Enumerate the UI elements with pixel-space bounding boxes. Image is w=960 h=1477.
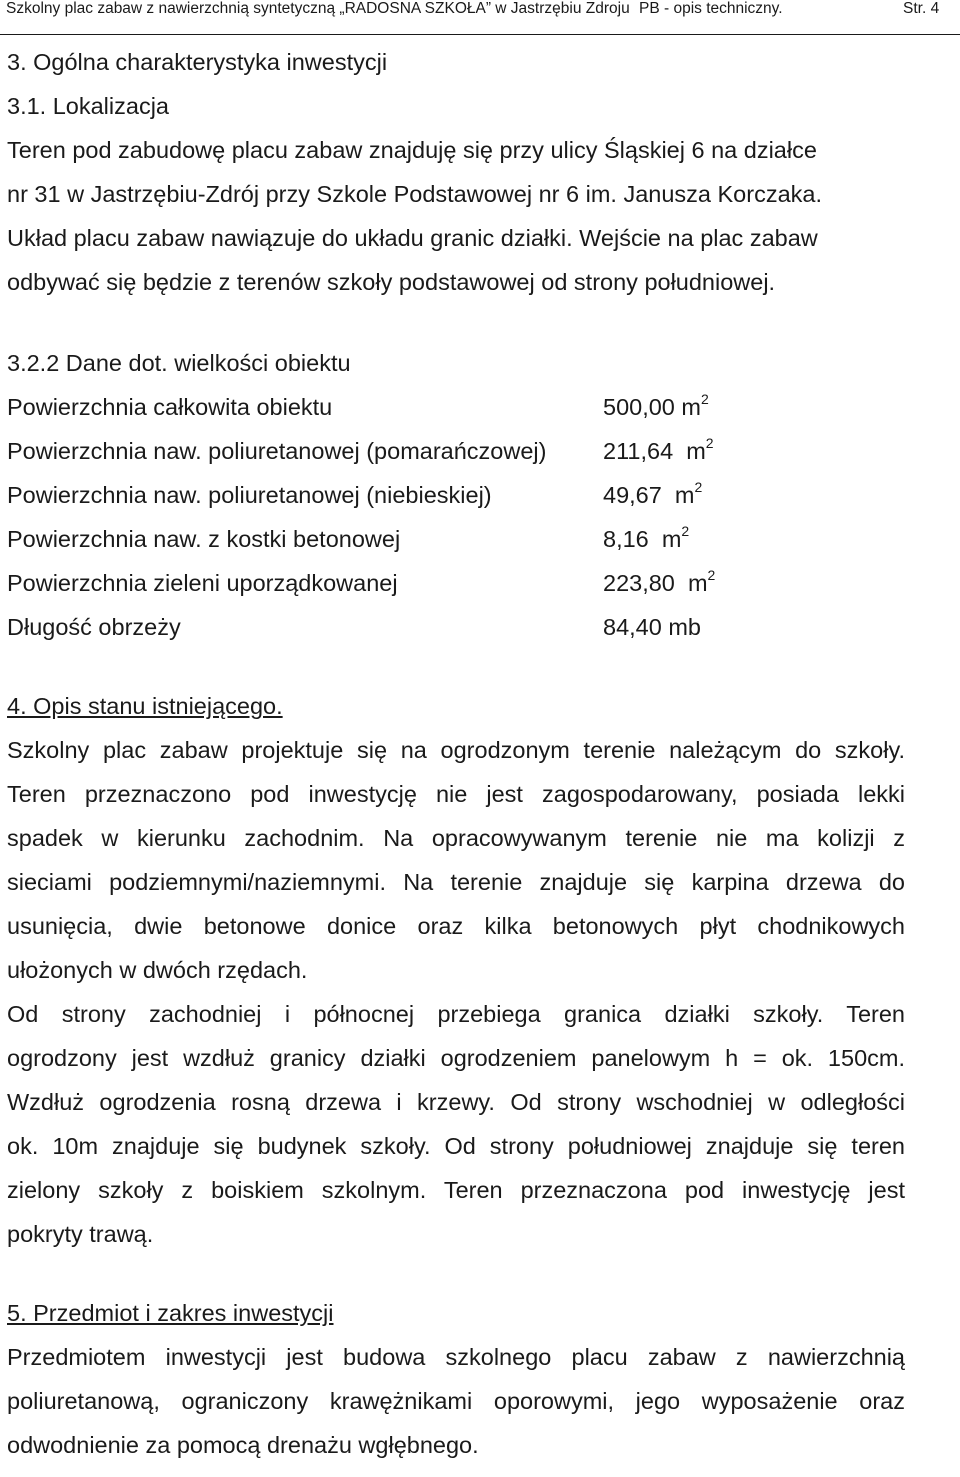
header-divider: [0, 34, 960, 35]
paragraph-line: ok. 10m znajduje się budynek szkoły. Od strony południowej znajduje się teren: [7, 1133, 905, 1159]
row-label: Powierzchnia naw. poliuretanowej (pomarańczowej): [7, 438, 547, 464]
paragraph-line: Przedmiotem inwestycji jest budowa szkolnego placu zabaw z nawierzchnią: [7, 1344, 905, 1370]
row-label: Powierzchnia naw. z kostki betonowej: [7, 526, 401, 552]
dimensions-table: [7, 385, 905, 649]
paragraph-line: zielony szkoły z boiskiem szkolnym. Teren przeznaczona pod inwestycję jest: [7, 1177, 905, 1203]
paragraph-line: Szkolny plac zabaw projektuje się na ogrodzonym terenie należącym do szkoły.: [7, 737, 905, 763]
row-value: 49,67 $m^2$: [603, 479, 703, 508]
header-document-title: Szkolny plac zabaw z nawierzchnią syntetyczną „RADOSNA SZKOŁA” w Jastrzębiu Zdroju: [6, 0, 630, 17]
row-label: Długość obrzeży: [7, 614, 181, 640]
paragraph-line: Od strony zachodniej i północnej przebiega granica działki szkoły. Teren: [7, 1001, 905, 1027]
paragraph-line: odwodnienie za pomocą drenażu wgłębnego.: [7, 1432, 479, 1458]
section-5-paragraph: [7, 1335, 905, 1467]
paragraph-line: Wzdłuż ogrodzenia rosną drzewa i krzewy. Od strony wschodniej w odległości: [7, 1089, 905, 1115]
row-label: Powierzchnia naw. poliuretanowej (niebieskiej): [7, 482, 492, 508]
paragraph-line: Teren przeznaczono pod inwestycję nie jest zagospodarowany, posiada lekki: [7, 781, 905, 807]
paragraph-line: pokryty trawą.: [7, 1221, 154, 1247]
table-row: [7, 561, 905, 605]
row-value: 223,80 $m^2$: [603, 567, 716, 596]
section-4-paragraph: [7, 728, 905, 1256]
paragraph-line: usunięcia, dwie betonowe donice oraz kilka betonowych płyt chodnikowych: [7, 913, 905, 939]
table-row: [7, 473, 905, 517]
row-value: 211,64 $m^2$: [603, 435, 714, 464]
section-3-1-heading: 3.1. Lokalizacja: [7, 93, 169, 119]
paragraph-line: nr 31 w Jastrzębiu-Zdrój przy Szkole Podstawowej nr 6 im. Janusza Korczaka.: [7, 181, 822, 207]
section-3-2-2-heading: 3.2.2 Dane dot. wielkości obiektu: [7, 350, 351, 376]
header-document-type: PB - opis techniczny.: [639, 0, 783, 17]
paragraph-line: sieciami podziemnymi/naziemnymi. Na terenie znajduje się karpina drzewa do: [7, 869, 905, 895]
paragraph-line: ułożonych w dwóch rzędach.: [7, 957, 308, 983]
section-4-heading: 4. Opis stanu istniejącego.: [7, 693, 283, 719]
paragraph-line: Teren pod zabudowę placu zabaw znajduję się przy ulicy Śląskiej 6 na działce: [7, 137, 817, 163]
paragraph-line: spadek w kierunku zachodnim. Na opracowywanym terenie nie ma kolizji z: [7, 825, 905, 851]
row-label: Powierzchnia zieleni uporządkowanej: [7, 570, 398, 596]
document-body: [7, 40, 905, 1467]
paragraph-line: Układ placu zabaw nawiązuje do układu granic działki. Wejście na plac zabaw: [7, 225, 818, 251]
section-3-heading: 3. Ogólna charakterystyka inwestycji: [7, 49, 388, 75]
table-row: [7, 429, 905, 473]
section-5-heading: 5. Przedmiot i zakres inwestycji: [7, 1300, 334, 1326]
table-row: [7, 605, 905, 649]
table-row: [7, 385, 905, 429]
page-header: [0, 0, 960, 34]
row-value: 84,40 mb: [603, 614, 701, 640]
row-value: 8,16 $m^2$: [603, 523, 690, 552]
section-3-1-paragraph: [7, 128, 905, 304]
paragraph-line: poliuretanową, ograniczony krawężnikami oporowymi, jego wyposażenie oraz: [7, 1388, 905, 1414]
row-label: Powierzchnia całkowita obiektu: [7, 394, 333, 420]
paragraph-line: ogrodzony jest wzdłuż granicy działki ogrodzeniem panelowym h = ok. 150cm.: [7, 1045, 905, 1071]
table-row: [7, 517, 905, 561]
paragraph-line: odbywać się będzie z terenów szkoły podstawowej od strony południowej.: [7, 269, 776, 295]
row-value: 500,00 $m^2$: [603, 391, 709, 420]
header-page-number: Str. 4: [903, 0, 940, 17]
